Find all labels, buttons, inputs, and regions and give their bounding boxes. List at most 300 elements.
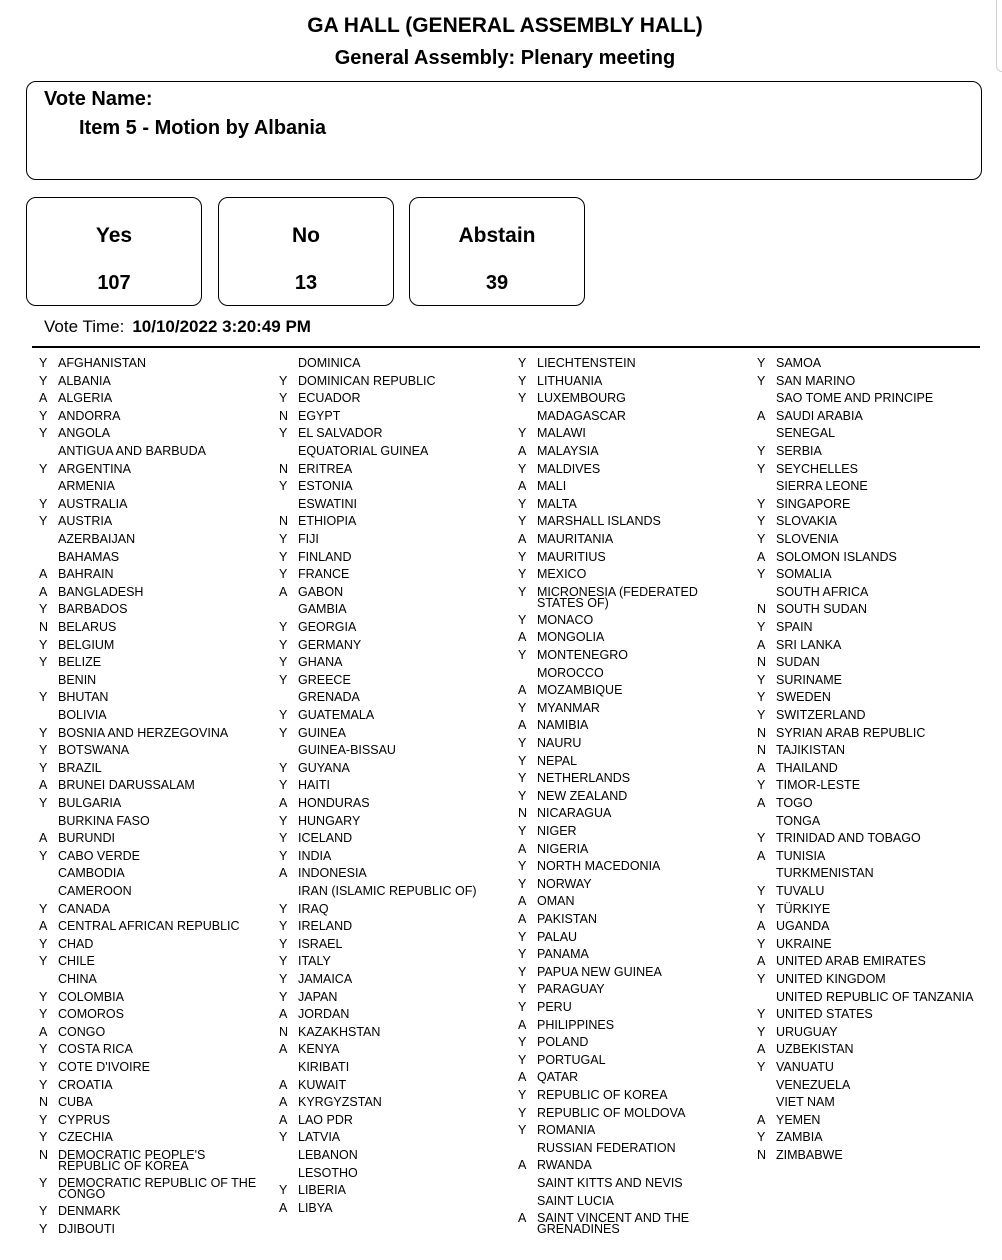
country-name: TRINIDAD AND TOBAGO <box>776 831 921 846</box>
country-name: POLAND <box>537 1035 589 1050</box>
vote-value: Y <box>518 356 527 370</box>
country-name: NICARAGUA <box>537 806 612 821</box>
country-name: MALI <box>537 479 567 494</box>
vote-value: Y <box>279 936 288 951</box>
country-name: BELARUS <box>58 620 117 634</box>
vote-value: A <box>39 778 48 793</box>
page-title: GA HALL (GENERAL ASSEMBLY HALL) <box>307 14 703 37</box>
vote-value: Y <box>757 496 766 511</box>
vote-value: A <box>518 444 527 458</box>
vote-value: Y <box>518 824 527 838</box>
country-name: KIRIBATI <box>298 1060 350 1074</box>
country-name: UNITED ARAB EMIRATES <box>776 954 926 969</box>
vote-value: N <box>757 602 767 617</box>
country-name: TIMOR-LESTE <box>776 778 861 793</box>
country-name: GUINEA-BISSAU <box>298 743 396 758</box>
vote-value: N <box>279 461 289 476</box>
vote-value: Y <box>518 736 527 750</box>
country-name: CAMBODIA <box>58 866 125 881</box>
country-name: NAMIBIA <box>537 718 589 733</box>
abstain-count: 39 <box>485 272 509 294</box>
vote-value: N <box>279 1024 289 1039</box>
country-name: SAO TOME AND PRINCIPE <box>776 391 934 406</box>
country-name: AUSTRIA <box>58 514 113 529</box>
country-name: GUYANA <box>298 760 350 775</box>
country-name: IRAQ <box>298 901 329 916</box>
country-name: TUVALU <box>776 884 825 898</box>
country-name: ICELAND <box>298 831 353 846</box>
vote-value: Y <box>39 426 48 441</box>
country-name: HUNGARY <box>298 813 361 828</box>
yes-count-box <box>26 197 202 306</box>
country-name: BARBADOS <box>58 602 128 617</box>
country-name: ARGENTINA <box>58 461 131 476</box>
country-name: LAO PDR <box>298 1112 353 1127</box>
country-name: MAURITIUS <box>537 549 606 564</box>
vote-value: A <box>757 1042 766 1057</box>
country-name: LIBYA <box>298 1200 333 1215</box>
vote-value: Y <box>757 356 766 370</box>
country-name: THAILAND <box>776 760 838 775</box>
country-name: ANTIGUA AND BARBUDA <box>58 444 206 458</box>
vote-value: Y <box>757 884 766 898</box>
vote-value: Y <box>279 479 288 494</box>
country-name: FINLAND <box>298 549 352 564</box>
vote-value: Y <box>518 391 527 406</box>
country-name: DEMOCRATIC REPUBLIC OF THE CONGO <box>58 1176 257 1201</box>
no-label: No <box>292 224 320 247</box>
country-name: COTE D'IVOIRE <box>58 1060 150 1074</box>
vote-value: A <box>518 1017 527 1032</box>
vote-value: Y <box>279 391 288 406</box>
vote-value: N <box>279 514 289 529</box>
country-name: BOTSWANA <box>58 743 130 758</box>
country-name: SAINT LUCIA <box>537 1193 614 1208</box>
vote-value: Y <box>757 1007 766 1022</box>
vote-value: Y <box>39 408 48 423</box>
country-name: GREECE <box>298 672 351 687</box>
country-name: QATAR <box>537 1070 579 1085</box>
vote-value: Y <box>39 1060 48 1074</box>
vote-value: Y <box>518 753 527 768</box>
country-name: URUGUAY <box>776 1024 838 1039</box>
country-name: DOMINICA <box>298 356 361 370</box>
vote-value: A <box>279 1042 288 1057</box>
vote-value: Y <box>279 989 288 1004</box>
country-name: NIGER <box>537 824 577 838</box>
country-name: NIGERIA <box>537 841 589 856</box>
country-name: ESWATINI <box>298 496 358 511</box>
vote-value: Y <box>279 813 288 828</box>
country-name: BAHAMAS <box>58 549 120 564</box>
vote-value: A <box>518 1070 527 1085</box>
country-name: COSTA RICA <box>58 1042 133 1057</box>
vote-value: Y <box>518 859 527 874</box>
country-name: CHILE <box>58 954 95 969</box>
country-name: IRELAND <box>298 919 353 934</box>
country-name: KUWAIT <box>298 1077 347 1092</box>
vote-name-value: Item 5 - Motion by Albania <box>79 117 327 139</box>
vote-value: Y <box>39 356 48 370</box>
vote-value: N <box>757 1148 767 1162</box>
country-name: SYRIAN ARAB REPUBLIC <box>776 725 926 740</box>
vote-value: A <box>518 718 527 733</box>
country-name: GUINEA <box>298 725 346 740</box>
vote-value: Y <box>757 901 766 916</box>
vote-value: A <box>518 894 527 909</box>
country-name: CZECHIA <box>58 1130 113 1145</box>
country-name: GHANA <box>298 655 343 670</box>
country-name: KYRGYZSTAN <box>298 1095 382 1110</box>
vote-value: Y <box>757 690 766 705</box>
vote-time <box>44 317 311 337</box>
vote-value: A <box>518 841 527 856</box>
vote-value: Y <box>757 1024 766 1039</box>
country-name: IRAN (ISLAMIC REPUBLIC OF) <box>298 884 477 898</box>
country-name: ALGERIA <box>58 391 113 406</box>
vote-value: N <box>39 1148 49 1162</box>
vote-value: Y <box>757 1130 766 1145</box>
vote-value: A <box>518 1158 527 1173</box>
vote-value: N <box>39 620 49 634</box>
vote-value: A <box>757 919 766 934</box>
country-name: NORWAY <box>537 876 592 891</box>
country-name: BOLIVIA <box>58 708 107 722</box>
vote-value: Y <box>518 876 527 891</box>
vote-value: A <box>518 532 527 546</box>
vote-value: Y <box>518 947 527 962</box>
vote-value: Y <box>279 1130 288 1145</box>
no-count: 13 <box>294 272 318 294</box>
country-name: BULGARIA <box>58 796 122 810</box>
vote-value: A <box>279 1095 288 1110</box>
vote-value: A <box>518 683 527 698</box>
country-name: AFGHANISTAN <box>58 356 146 370</box>
country-name: PHILIPPINES <box>537 1017 615 1032</box>
country-name: BANGLADESH <box>58 584 144 599</box>
country-name: PARAGUAY <box>537 982 605 997</box>
country-name: JAMAICA <box>298 972 353 986</box>
vote-value: Y <box>518 496 527 511</box>
vote-value: Y <box>518 700 527 715</box>
country-name: JORDAN <box>298 1007 350 1022</box>
country-name: PERU <box>537 1000 572 1014</box>
country-name: GAMBIA <box>298 602 347 617</box>
vote-value: Y <box>39 514 48 529</box>
country-name: NAURU <box>537 736 582 750</box>
country-name: UNITED STATES <box>776 1007 873 1022</box>
country-name: INDONESIA <box>298 866 367 881</box>
vote-value: Y <box>39 1204 48 1218</box>
vote-value: Y <box>518 1123 527 1138</box>
country-name: UNITED KINGDOM <box>776 972 886 986</box>
vote-value: Y <box>757 972 766 986</box>
vote-value: A <box>757 1112 766 1127</box>
country-name: TUNISIA <box>776 848 826 863</box>
country-name: BRAZIL <box>58 760 102 775</box>
vote-value: A <box>39 831 48 846</box>
vote-value: Y <box>39 1042 48 1057</box>
vote-value: Y <box>279 532 288 546</box>
yes-label: Yes <box>95 224 133 247</box>
country-name: SRI LANKA <box>776 637 842 652</box>
country-name: SAUDI ARABIA <box>776 408 863 423</box>
vote-value: Y <box>279 919 288 934</box>
vote-value: N <box>279 408 289 423</box>
country-name: MONTENEGRO <box>537 648 628 662</box>
vote-value: Y <box>39 637 48 652</box>
vote-value: Y <box>279 672 288 687</box>
country-name: DEMOCRATIC PEOPLE'S REPUBLIC OF KOREA <box>58 1148 206 1173</box>
vote-value: Y <box>39 1007 48 1022</box>
country-name: KAZAKHSTAN <box>298 1024 381 1039</box>
country-name: LIBERIA <box>298 1183 346 1198</box>
vote-value: Y <box>39 1176 48 1190</box>
country-name: MYANMAR <box>537 700 600 715</box>
country-name: BENIN <box>58 672 97 687</box>
vote-value: A <box>39 1024 48 1039</box>
country-name: REPUBLIC OF KOREA <box>537 1088 668 1102</box>
country-name: MONGOLIA <box>537 630 605 645</box>
country-name: CROATIA <box>58 1077 113 1092</box>
vote-value: Y <box>279 373 288 388</box>
country-name: TONGA <box>776 813 821 828</box>
country-name: HONDURAS <box>298 796 370 810</box>
country-name: MADAGASCAR <box>537 408 626 423</box>
country-name: BELGIUM <box>58 637 115 652</box>
vote-value: Y <box>279 954 288 969</box>
window-edge <box>996 0 1002 72</box>
country-name: EQUATORIAL GUINEA <box>298 444 429 458</box>
country-name: PAPUA NEW GUINEA <box>537 964 662 979</box>
country-name: BOSNIA AND HERZEGOVINA <box>58 725 229 740</box>
vote-value: Y <box>279 708 288 722</box>
vote-value: Y <box>518 1035 527 1050</box>
country-name: SOUTH SUDAN <box>776 602 867 617</box>
country-name: VIET NAM <box>776 1095 835 1110</box>
country-name: UZBEKISTAN <box>776 1042 854 1057</box>
vote-value: Y <box>518 567 527 582</box>
country-name: PANAMA <box>537 947 589 962</box>
country-name: CANADA <box>58 901 111 916</box>
country-name: CENTRAL AFRICAN REPUBLIC <box>58 919 240 934</box>
country-name: EL SALVADOR <box>298 426 383 441</box>
vote-value: A <box>279 796 288 810</box>
vote-value: Y <box>39 461 48 476</box>
vote-value: Y <box>518 461 527 476</box>
country-name: LITHUANIA <box>537 373 603 388</box>
vote-value: Y <box>518 964 527 979</box>
country-name: AZERBAIJAN <box>58 532 136 546</box>
country-name: CHAD <box>58 936 94 951</box>
country-name: SUDAN <box>776 655 820 670</box>
vote-value: Y <box>518 1052 527 1067</box>
country-name: MONACO <box>537 612 594 627</box>
vote-value: Y <box>518 549 527 564</box>
country-name: VANUATU <box>776 1060 834 1074</box>
vote-value: A <box>279 1007 288 1022</box>
vote-value: Y <box>757 532 766 546</box>
country-name: SINGAPORE <box>776 496 851 511</box>
vote-value: A <box>518 630 527 645</box>
country-name: CYPRUS <box>58 1112 111 1127</box>
vote-value: Y <box>279 426 288 441</box>
country-name: FIJI <box>298 532 319 546</box>
vote-value: Y <box>518 514 527 529</box>
vote-time-value: 10/10/2022 3:20:49 PM <box>132 317 311 336</box>
country-name: MALTA <box>537 496 577 511</box>
vote-value: A <box>518 912 527 926</box>
vote-value: A <box>757 796 766 810</box>
country-name: ECUADOR <box>298 391 361 406</box>
country-name: NEW ZEALAND <box>537 788 628 803</box>
vote-value: Y <box>279 972 288 986</box>
country-name: ISRAEL <box>298 936 343 951</box>
country-name: GUATEMALA <box>298 708 375 722</box>
vote-value: Y <box>757 778 766 793</box>
vote-value: Y <box>518 1088 527 1102</box>
country-name: SEYCHELLES <box>776 461 858 476</box>
vote-value: Y <box>279 831 288 846</box>
vote-value: A <box>279 866 288 881</box>
vote-value: Y <box>39 655 48 670</box>
vote-value: A <box>757 637 766 652</box>
vote-value: A <box>39 584 48 599</box>
vote-value: Y <box>279 1183 288 1198</box>
vote-value: A <box>279 1112 288 1127</box>
country-name: SAN MARINO <box>776 373 856 388</box>
country-name: NETHERLANDS <box>537 771 631 786</box>
vote-value: Y <box>518 788 527 803</box>
country-name: CUBA <box>58 1095 93 1110</box>
country-name: DENMARK <box>58 1204 121 1218</box>
vote-value: A <box>518 479 527 494</box>
vote-value: A <box>757 954 766 969</box>
vote-value: N <box>518 806 528 821</box>
country-name: PALAU <box>537 929 578 944</box>
country-name: ANGOLA <box>58 426 111 441</box>
vote-value: Y <box>39 1221 48 1236</box>
country-name: RUSSIAN FEDERATION <box>537 1140 676 1155</box>
country-name: BAHRAIN <box>58 567 114 582</box>
vote-value: Y <box>39 848 48 863</box>
country-name: ESTONIA <box>298 479 353 494</box>
vote-name-label: Vote Name: <box>44 88 153 110</box>
vote-value: Y <box>279 637 288 652</box>
country-name: ROMANIA <box>537 1123 596 1138</box>
vote-value: Y <box>279 620 288 634</box>
vote-value: Y <box>757 936 766 951</box>
vote-value: A <box>279 1200 288 1215</box>
vote-value: Y <box>757 461 766 476</box>
country-name: COMOROS <box>58 1007 124 1022</box>
country-name: REPUBLIC OF MOLDOVA <box>537 1105 686 1120</box>
vote-value: Y <box>518 373 527 388</box>
vote-value: Y <box>39 989 48 1004</box>
country-name: ERITREA <box>298 461 353 476</box>
country-name: ZAMBIA <box>776 1130 823 1145</box>
vote-time-label: Vote Time: <box>44 317 125 336</box>
vote-value: Y <box>757 373 766 388</box>
country-name: SOMALIA <box>776 567 832 582</box>
vote-value: Y <box>279 725 288 740</box>
country-name: SOUTH AFRICA <box>776 584 869 599</box>
country-name: SLOVAKIA <box>776 514 837 529</box>
country-name: INDIA <box>298 848 332 863</box>
country-name: EGYPT <box>298 408 341 423</box>
country-name: PAKISTAN <box>537 912 597 926</box>
vote-value: N <box>757 725 767 740</box>
page-subtitle: General Assembly: Plenary meeting <box>334 47 676 69</box>
vote-value: Y <box>757 831 766 846</box>
country-name: UNITED REPUBLIC OF TANZANIA <box>776 989 974 1004</box>
country-name: RWANDA <box>537 1158 592 1173</box>
vote-value: Y <box>279 901 288 916</box>
country-name: UKRAINE <box>776 936 832 951</box>
country-name: SAMOA <box>776 356 822 370</box>
country-name: BRUNEI DARUSSALAM <box>58 778 195 793</box>
country-name: SOLOMON ISLANDS <box>776 549 897 564</box>
vote-value: Y <box>279 760 288 775</box>
country-name: TÜRKIYE <box>776 901 831 916</box>
vote-name-box <box>26 81 982 180</box>
vote-value: Y <box>39 602 48 617</box>
country-name: CHINA <box>58 972 97 986</box>
country-name: LIECHTENSTEIN <box>537 356 636 370</box>
vote-value: A <box>279 1077 288 1092</box>
country-name: SENEGAL <box>776 426 836 441</box>
country-name: NEPAL <box>537 753 578 768</box>
vote-value: Y <box>39 760 48 775</box>
vote-value: Y <box>518 612 527 627</box>
country-name: CONGO <box>58 1024 106 1039</box>
country-name: CAMEROON <box>58 884 132 898</box>
country-name: CABO VERDE <box>58 848 140 863</box>
country-name: SAINT KITTS AND NEVIS <box>537 1176 683 1190</box>
vote-value: Y <box>757 672 766 687</box>
vote-value: N <box>39 1095 49 1110</box>
vote-value: A <box>39 567 48 582</box>
vote-value: Y <box>518 771 527 786</box>
country-name: SIERRA LEONE <box>776 479 868 494</box>
country-name: UGANDA <box>776 919 830 934</box>
vote-value: Y <box>757 444 766 458</box>
country-name: GRENADA <box>298 690 360 705</box>
vote-value: Y <box>39 690 48 705</box>
country-name: AUSTRALIA <box>58 496 128 511</box>
country-name: MOROCCO <box>537 665 604 680</box>
vote-value: Y <box>757 567 766 582</box>
vote-value: A <box>757 848 766 863</box>
country-name: BURKINA FASO <box>58 813 150 828</box>
country-name: BURUNDI <box>58 831 115 846</box>
country-name: GERMANY <box>298 637 362 652</box>
country-name: ZIMBABWE <box>776 1148 843 1162</box>
vote-value: Y <box>279 567 288 582</box>
country-name: TAJIKISTAN <box>776 743 845 758</box>
country-name: MEXICO <box>537 567 587 582</box>
vote-value: N <box>757 743 767 758</box>
vote-value: A <box>757 408 766 423</box>
country-name: KENYA <box>298 1042 340 1057</box>
country-name: DJIBOUTI <box>58 1221 115 1236</box>
header-divider <box>32 346 980 348</box>
vote-value: Y <box>39 373 48 388</box>
vote-value: Y <box>757 514 766 529</box>
vote-value: Y <box>39 1112 48 1127</box>
country-name: SPAIN <box>776 620 813 634</box>
vote-value: A <box>39 919 48 934</box>
